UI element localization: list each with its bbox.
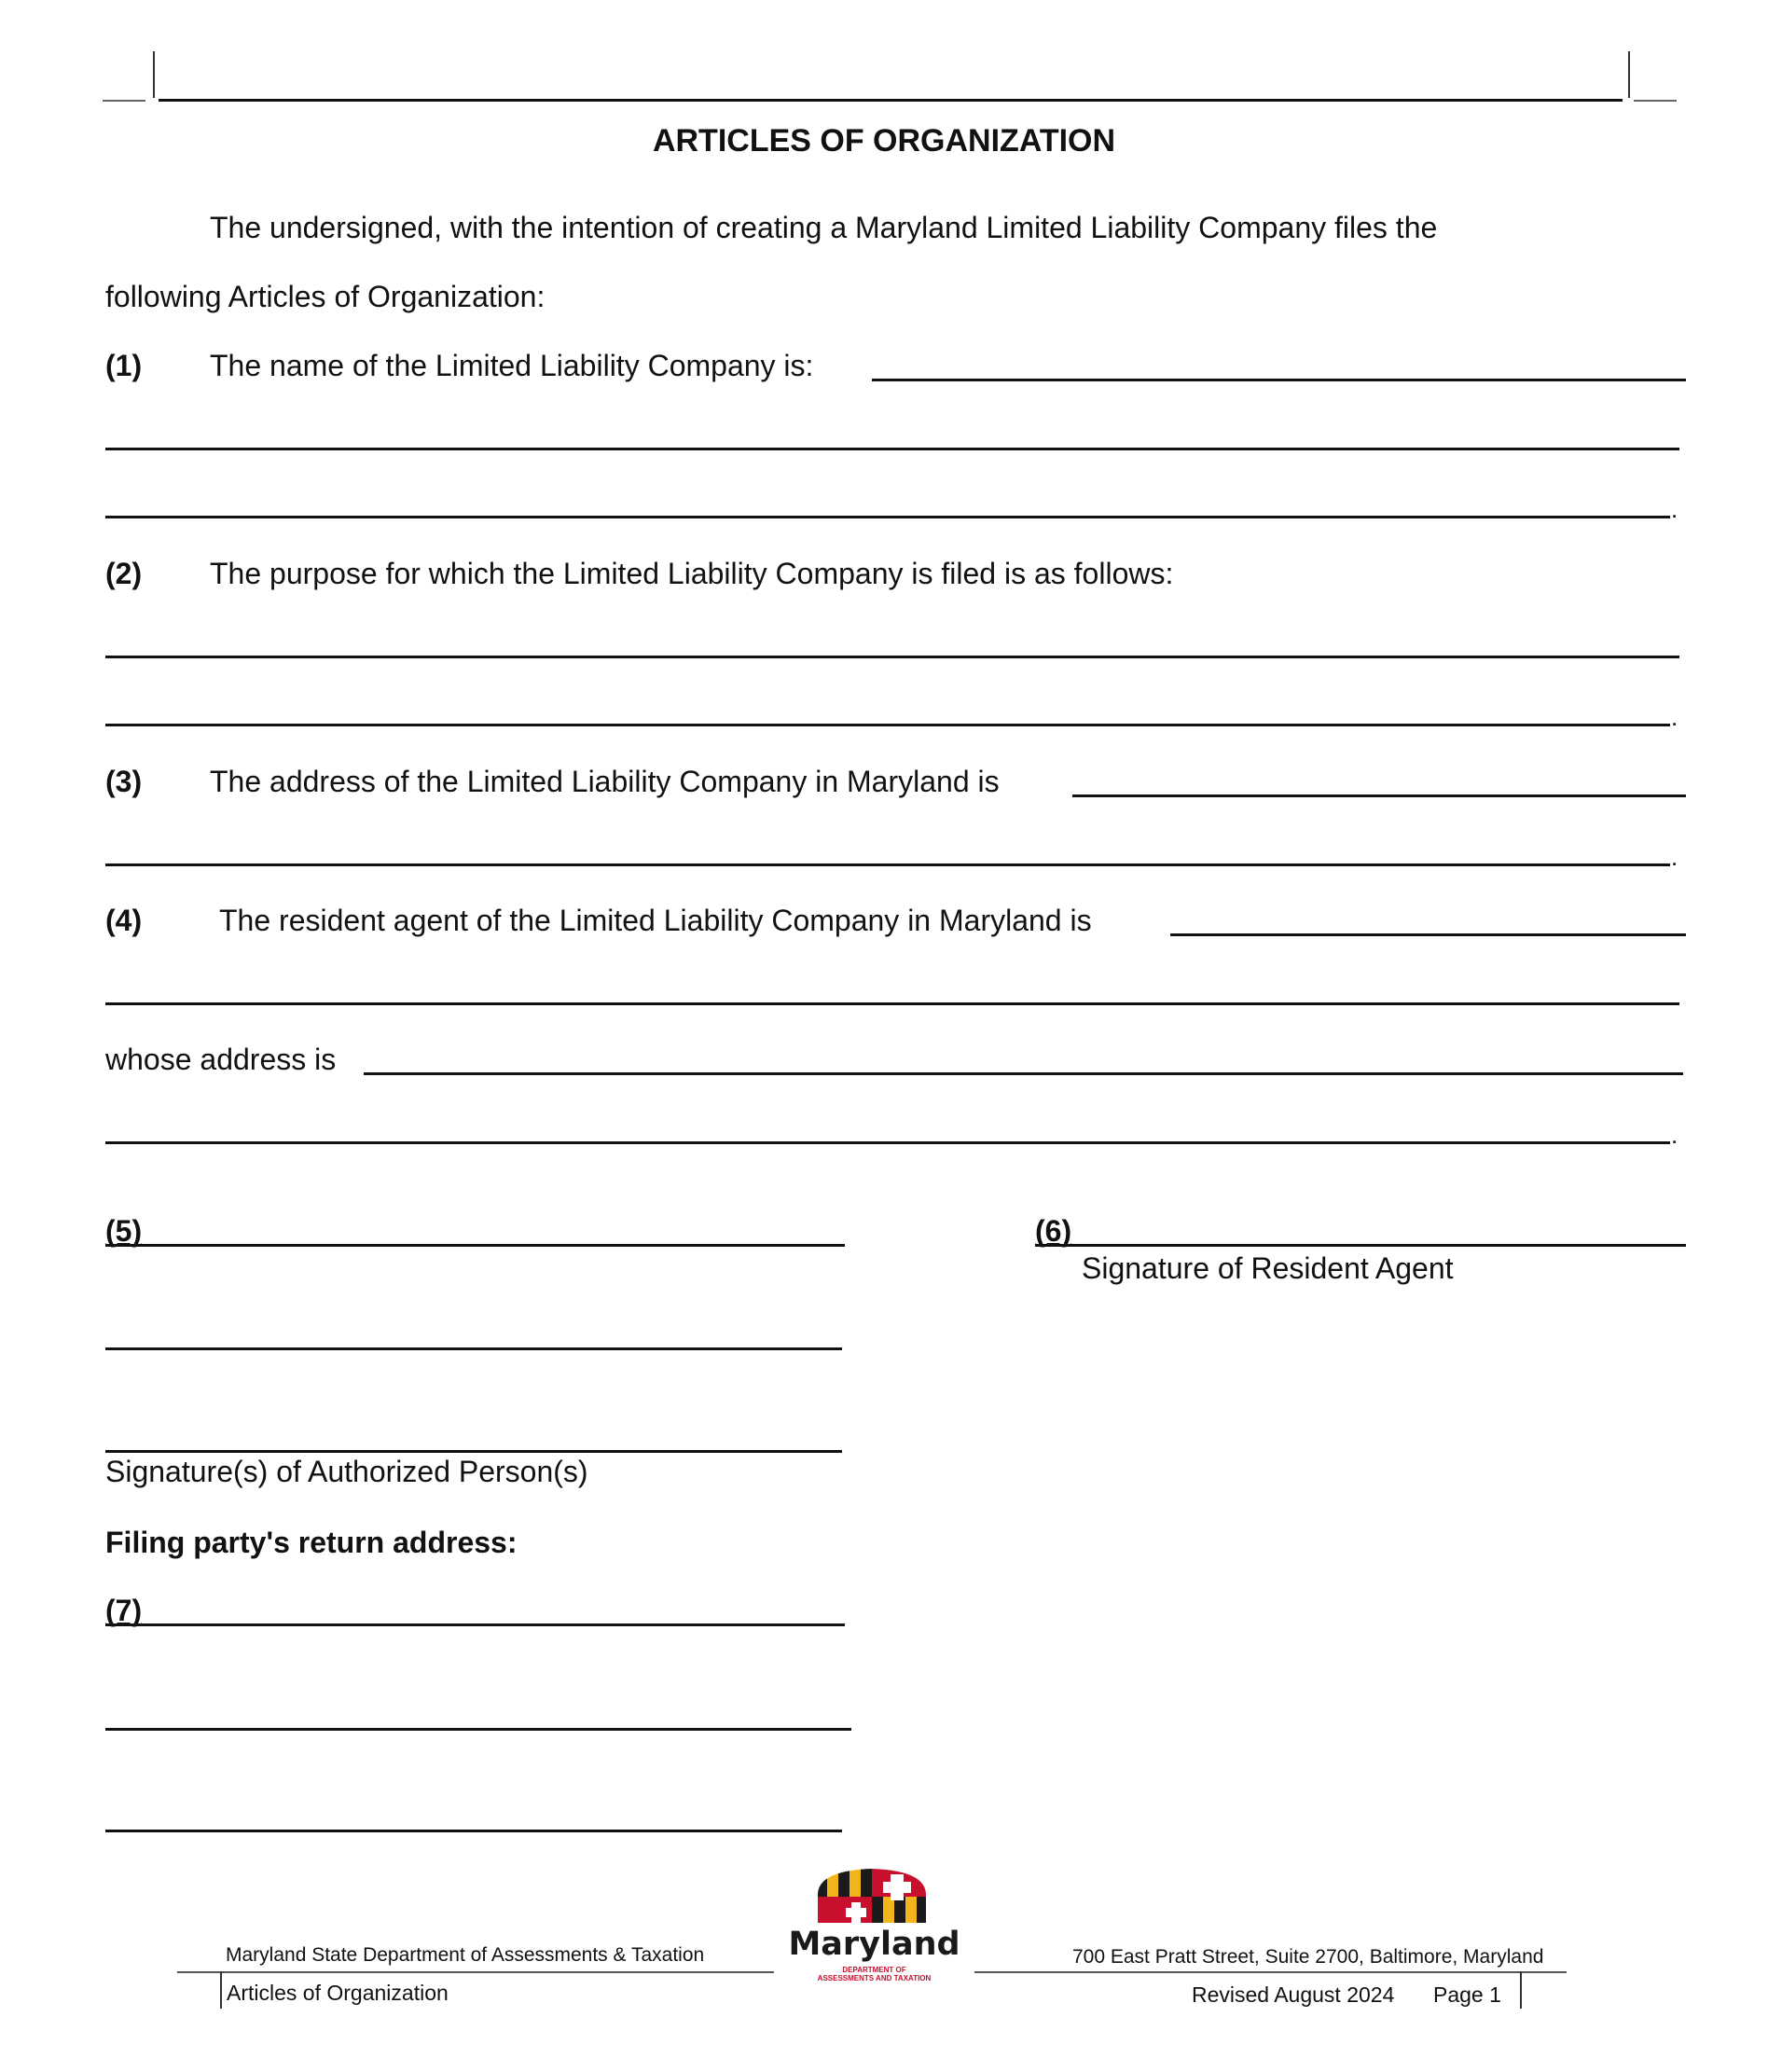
header-right-stub xyxy=(1634,100,1677,102)
company-name-field-line-2[interactable] xyxy=(105,448,1679,450)
company-address-field-line-2[interactable] xyxy=(105,863,1670,866)
item-4-number: (4) xyxy=(105,904,143,937)
authorized-signature-line-2[interactable] xyxy=(105,1347,842,1350)
purpose-field-line-1[interactable] xyxy=(105,656,1679,658)
footer-address: 700 East Pratt Street, Suite 2700, Baltimore, Maryland xyxy=(1072,1946,1544,1968)
item-5-number: (5) xyxy=(105,1214,143,1248)
company-name-field-line-1[interactable] xyxy=(872,379,1686,381)
footer-rule-right xyxy=(974,1971,1567,1973)
footer-form-name: Articles of Organization xyxy=(227,1981,449,2005)
item-3-label: The address of the Limited Liability Company in Maryland is xyxy=(210,765,1000,798)
whose-address-label: whose address is xyxy=(105,1043,337,1076)
logo-subtext-line-1: DEPARTMENT OF xyxy=(842,1966,906,1974)
purpose-field-line-2[interactable] xyxy=(105,724,1670,726)
maryland-logo xyxy=(779,1865,970,1991)
footer-right-tick xyxy=(1520,1971,1522,2009)
footer-rule-left xyxy=(177,1971,774,1973)
item-1-number: (1) xyxy=(105,349,143,382)
authorized-signature-line-1[interactable] xyxy=(105,1244,845,1247)
resident-agent-signature-caption: Signature of Resident Agent xyxy=(1082,1251,1454,1285)
logo-subtext-line-2: ASSESSMENTS AND TAXATION xyxy=(817,1974,932,1982)
item-2-label: The purpose for which the Limited Liability Company is filed is as follows: xyxy=(210,557,1174,590)
footer-revision: Revised August 2024 xyxy=(1192,1982,1395,2007)
header-right-tick xyxy=(1628,51,1630,98)
logo-wordmark: Maryland xyxy=(788,1926,960,1963)
return-address-line-1[interactable] xyxy=(105,1623,845,1626)
filing-party-heading: Filing party's return address: xyxy=(105,1526,518,1559)
line-end-period: . xyxy=(1671,1121,1678,1149)
item-7-number: (7) xyxy=(105,1594,143,1627)
return-address-line-3[interactable] xyxy=(105,1830,842,1832)
item-3-number: (3) xyxy=(105,765,143,798)
line-end-period: . xyxy=(1671,495,1678,523)
authorized-signature-line-3[interactable] xyxy=(105,1450,842,1453)
item-1-label: The name of the Limited Liability Company is: xyxy=(210,349,814,382)
header-rule xyxy=(159,99,1623,102)
header-left-stub xyxy=(103,100,145,102)
item-6-number: (6) xyxy=(1035,1214,1072,1248)
company-address-field-line-1[interactable] xyxy=(1072,794,1686,797)
item-4-label: The resident agent of the Limited Liability Company in Maryland is xyxy=(219,904,1092,937)
resident-agent-field-line-1[interactable] xyxy=(1170,933,1686,936)
footer-left-tick xyxy=(220,1971,222,2009)
company-name-field-line-3[interactable] xyxy=(105,516,1670,518)
footer-agency: Maryland State Department of Assessments & Taxation xyxy=(226,1944,705,1966)
line-end-period: . xyxy=(1671,843,1678,871)
intro-line-2: following Articles of Organization: xyxy=(105,280,546,313)
line-end-period: . xyxy=(1671,703,1678,731)
resident-agent-signature-line[interactable] xyxy=(1035,1244,1686,1247)
item-2-number: (2) xyxy=(105,557,143,590)
intro-line-1: The undersigned, with the intention of creating a Maryland Limited Liability Company files the xyxy=(210,211,1438,244)
document-title: ARTICLES OF ORGANIZATION xyxy=(652,123,1116,159)
agent-address-field-line-1[interactable] xyxy=(364,1072,1683,1075)
agent-address-field-line-2[interactable] xyxy=(105,1141,1670,1144)
footer-page-number: Page 1 xyxy=(1433,1982,1501,2007)
header-left-tick xyxy=(153,51,155,98)
resident-agent-field-line-2[interactable] xyxy=(105,1002,1679,1005)
authorized-signature-caption: Signature(s) of Authorized Person(s) xyxy=(105,1455,588,1488)
return-address-line-2[interactable] xyxy=(105,1728,851,1731)
maryland-flag-emblem-icon xyxy=(779,1865,970,1935)
